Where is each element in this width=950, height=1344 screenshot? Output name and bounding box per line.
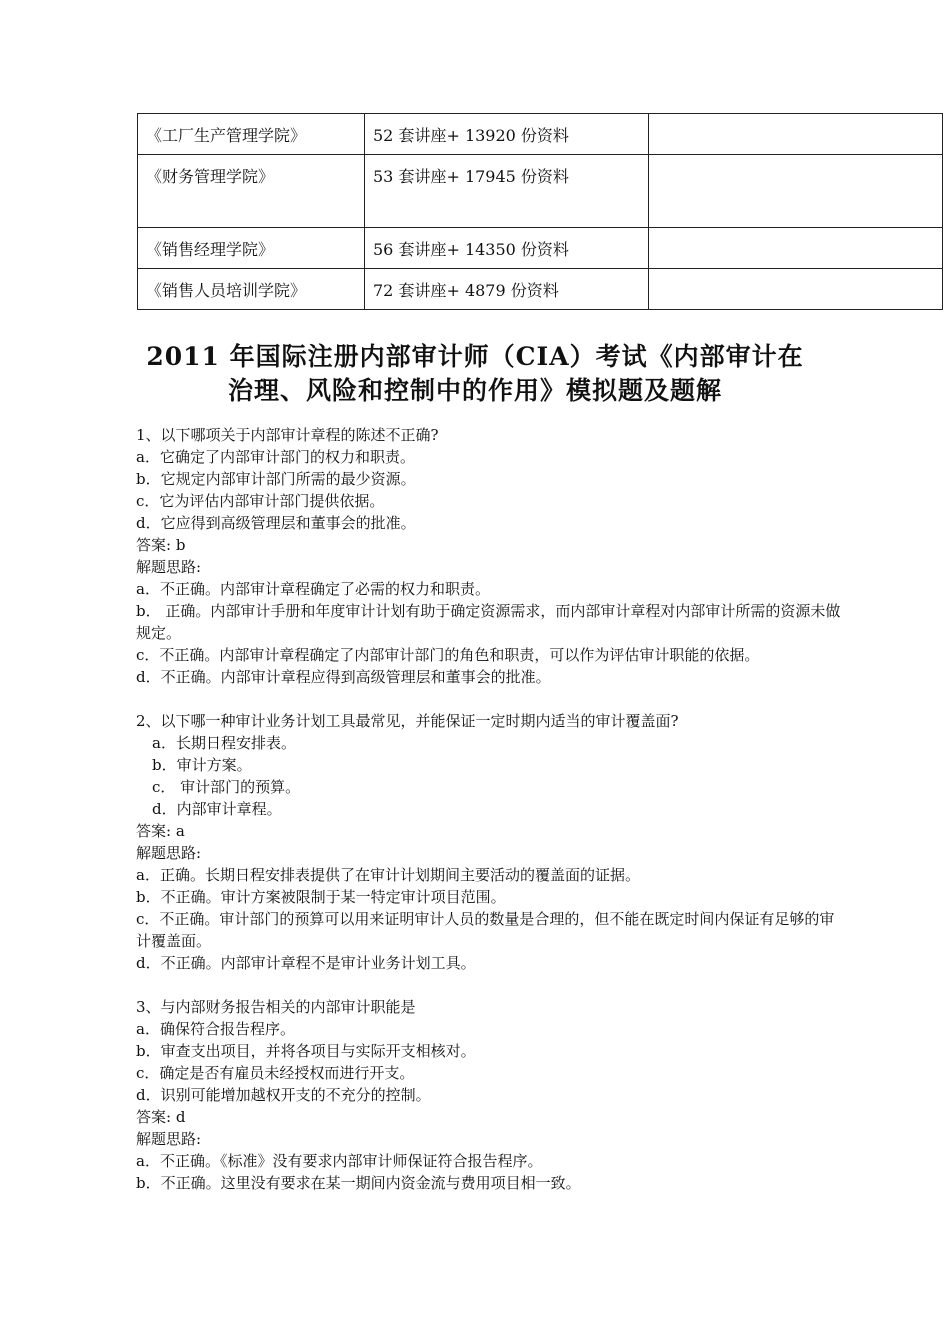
table-cell (649, 228, 943, 269)
q2-analysis-b: b．不正确。审计方案被限制于某一特定审计项目范围。 (136, 888, 506, 906)
table-row (138, 155, 943, 228)
table-cell: 52 套讲座+ 13920 份资料 (365, 114, 649, 155)
q1-answer: 答案: b (136, 536, 186, 554)
table-cell (649, 114, 943, 155)
q1-analysis-d: d．不正确。内部审计章程应得到高级管理层和董事会的批准。 (136, 668, 551, 686)
q1-analysis-b: b． 正确。内部审计手册和年度审计计划有助于确定资源需求，而内部审计章程对内部审计所需的资源未做规定。 (136, 602, 841, 642)
table-cell: 《销售经理学院》 (138, 228, 365, 269)
q3-analysis-label: 解题思路: (136, 1130, 202, 1148)
table-cell (649, 155, 943, 228)
q3-option-c: c．确定是否有雇员未经授权而进行开支。 (136, 1064, 415, 1082)
document-title (0, 340, 950, 408)
q2-analysis-c: c．不正确。审计部门的预算可以用来证明审计人员的数量是合理的，但不能在既定时间内保证有足够的审计覆盖面。 (136, 910, 835, 950)
q1-option-b: b．它规定内部审计部门所需的最少资源。 (136, 470, 416, 488)
q1-option-c: c．它为评估内部审计部门提供依据。 (136, 492, 385, 510)
q2-option-c: c． 审计部门的预算。 (152, 778, 301, 796)
q2-analysis-a: a．正确。长期日程安排表提供了在审计计划期间主要活动的覆盖面的证据。 (136, 866, 640, 884)
q3-option-d: d．识别可能增加越权开支的不充分的控制。 (136, 1086, 431, 1104)
q2-option-d: d．内部审计章程。 (152, 800, 282, 818)
catalog-table (137, 113, 943, 310)
q3-option-a: a．确保符合报告程序。 (136, 1020, 295, 1038)
table-row (138, 114, 943, 155)
table-cell: 《工厂生产管理学院》 (138, 114, 365, 155)
q3-answer: 答案: d (136, 1108, 186, 1126)
q1-option-d: d．它应得到高级管理层和董事会的批准。 (136, 514, 416, 532)
q2-answer: 答案: a (136, 822, 185, 840)
question-3-text: 3、与内部财务报告相关的内部审计职能是 (136, 998, 416, 1016)
table-row (138, 269, 943, 310)
q2-option-b: b．审计方案。 (152, 756, 252, 774)
q1-option-a: a．它确定了内部审计部门的权力和职责。 (136, 448, 415, 466)
q3-analysis-a: a．不正确。《标准》没有要求内部审计师保证符合报告程序。 (136, 1152, 543, 1170)
document-body (136, 424, 841, 1194)
table-cell: 53 套讲座+ 17945 份资料 (365, 155, 649, 228)
q3-option-b: b．审查支出项目，并将各项目与实际开支相核对。 (136, 1042, 476, 1060)
table-cell: 56 套讲座+ 14350 份资料 (365, 228, 649, 269)
table-cell: 72 套讲座+ 4879 份资料 (365, 269, 649, 310)
q1-analysis-c: c．不正确。内部审计章程确定了内部审计部门的角色和职责，可以作为评估审计职能的依据。 (136, 646, 760, 664)
title-line-1: 2011 年国际注册内部审计师（CIA）考试《内部审计在 (146, 342, 804, 371)
table-cell (649, 269, 943, 310)
q2-analysis-label: 解题思路: (136, 844, 202, 862)
question-2-text: 2、以下哪一种审计业务计划工具最常见，并能保证一定时期内适当的审计覆盖面? (136, 712, 679, 730)
q2-analysis-d: d．不正确。内部审计章程不是审计业务计划工具。 (136, 954, 476, 972)
table-cell: 《销售人员培训学院》 (138, 269, 365, 310)
table-row (138, 228, 943, 269)
table-cell: 《财务管理学院》 (138, 155, 365, 228)
q1-analysis-a: a．不正确。内部审计章程确定了必需的权力和职责。 (136, 580, 490, 598)
title-line-2: 治理、风险和控制中的作用》模拟题及题解 (227, 376, 722, 405)
q1-analysis-label: 解题思路: (136, 558, 202, 576)
question-1-text: 1、以下哪项关于内部审计章程的陈述不正确? (136, 426, 439, 444)
q2-option-a: a．长期日程安排表。 (152, 734, 296, 752)
q3-analysis-b: b．不正确。这里没有要求在某一期间内资金流与费用项目相一致。 (136, 1174, 581, 1192)
